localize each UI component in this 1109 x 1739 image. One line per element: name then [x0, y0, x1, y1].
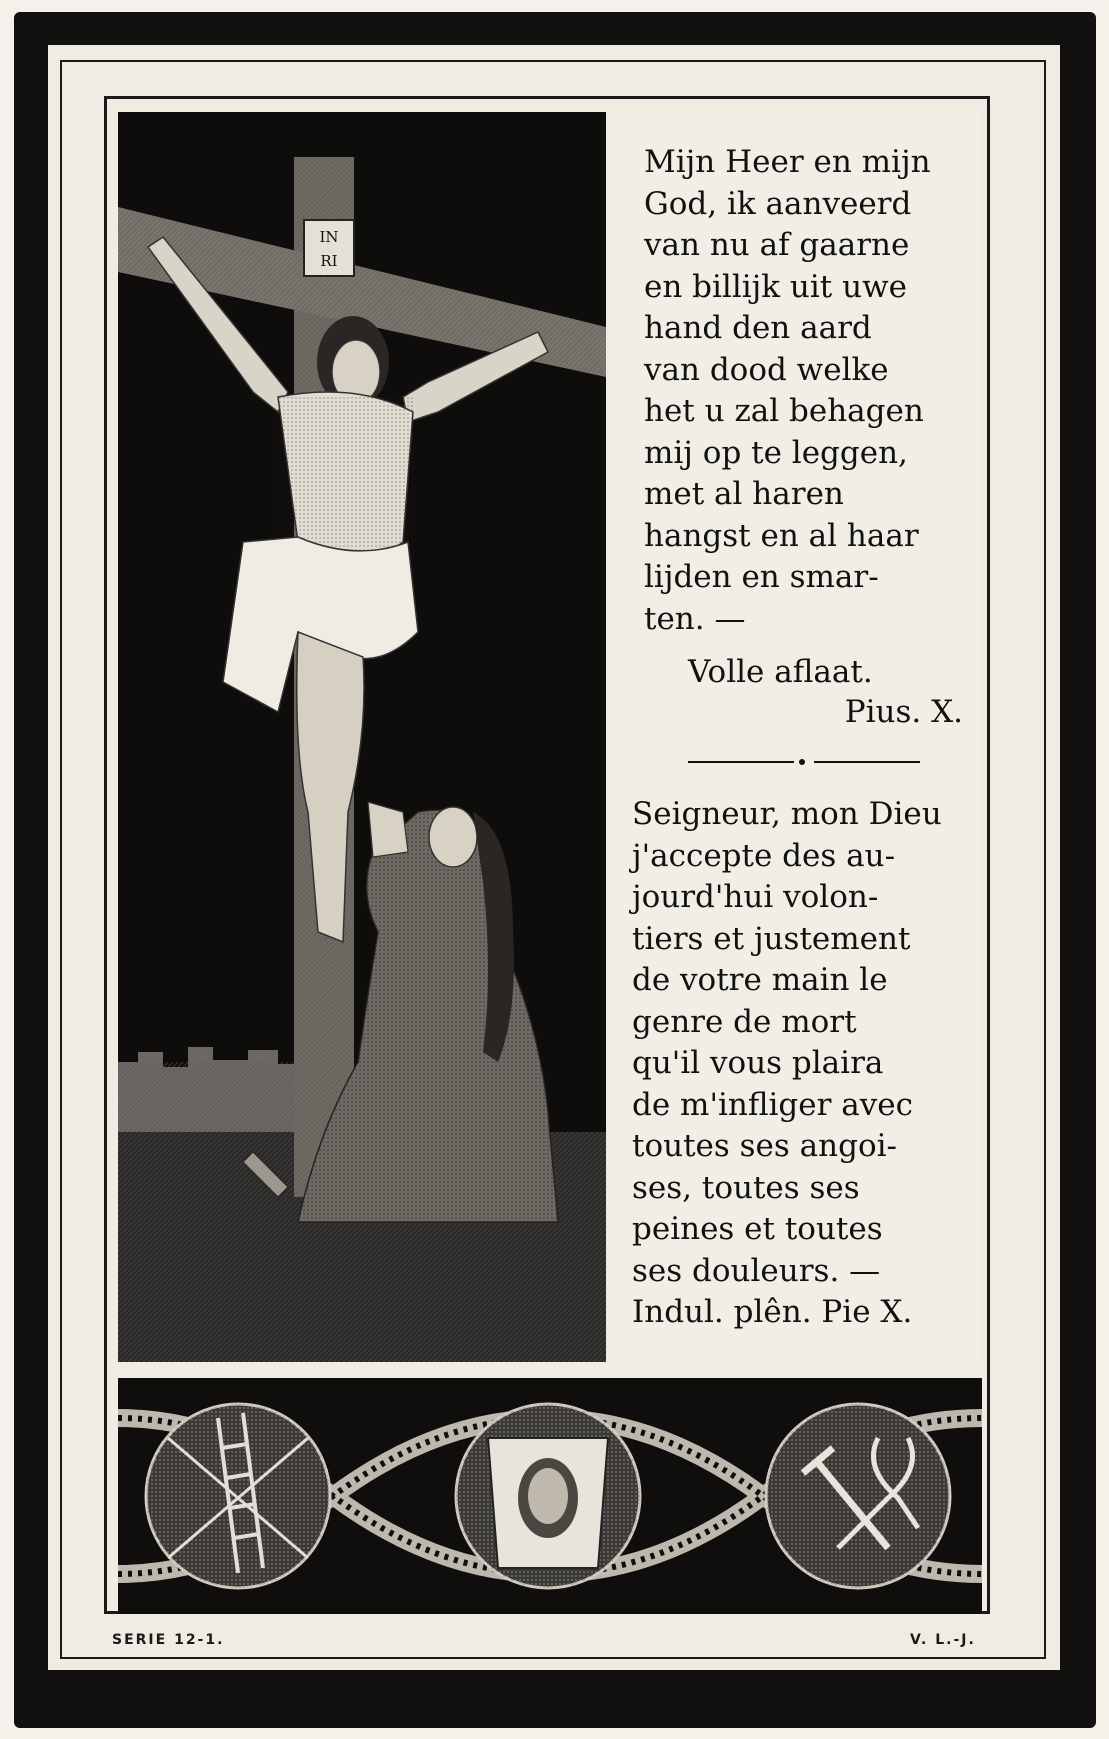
inri-line-2: RI [320, 252, 338, 270]
publisher-mark: V. L.-J. [910, 1632, 976, 1648]
passion-medallions [118, 1378, 982, 1614]
crucifixion-engraving [118, 112, 606, 1362]
crucifixion-illustration [118, 112, 606, 1362]
mary-face [429, 807, 477, 867]
dutch-prayer-text: Mijn Heer en mijn God, ik aanveerd van nu af gaarne en billijk uit uwe hand den aard van dood welke het u zal behagen mij op te leggen, met al haren hangst en al haar lijden en smar- ten. — [644, 144, 931, 637]
series-number: SERIE 12-1. [112, 1632, 225, 1648]
french-prayer-text: Seigneur, mon Dieu j'accepte des au- jourd'hui volon- tiers et justement de votre main le genre de mort qu'il vous plaira de m'infliger avec toutes ses angoi- ses, toutes ses peines et toutes ses douleurs. — Indul. plên. Pie X. [632, 796, 942, 1330]
prayer-panel [608, 112, 981, 1362]
prayer-divider [688, 756, 920, 768]
ornamental-band [118, 1378, 982, 1614]
dutch-indulgence: Volle aflaat. [688, 654, 873, 690]
dutch-attribution: Pius. X. [844, 694, 963, 730]
inri-line-1: IN [319, 228, 339, 246]
